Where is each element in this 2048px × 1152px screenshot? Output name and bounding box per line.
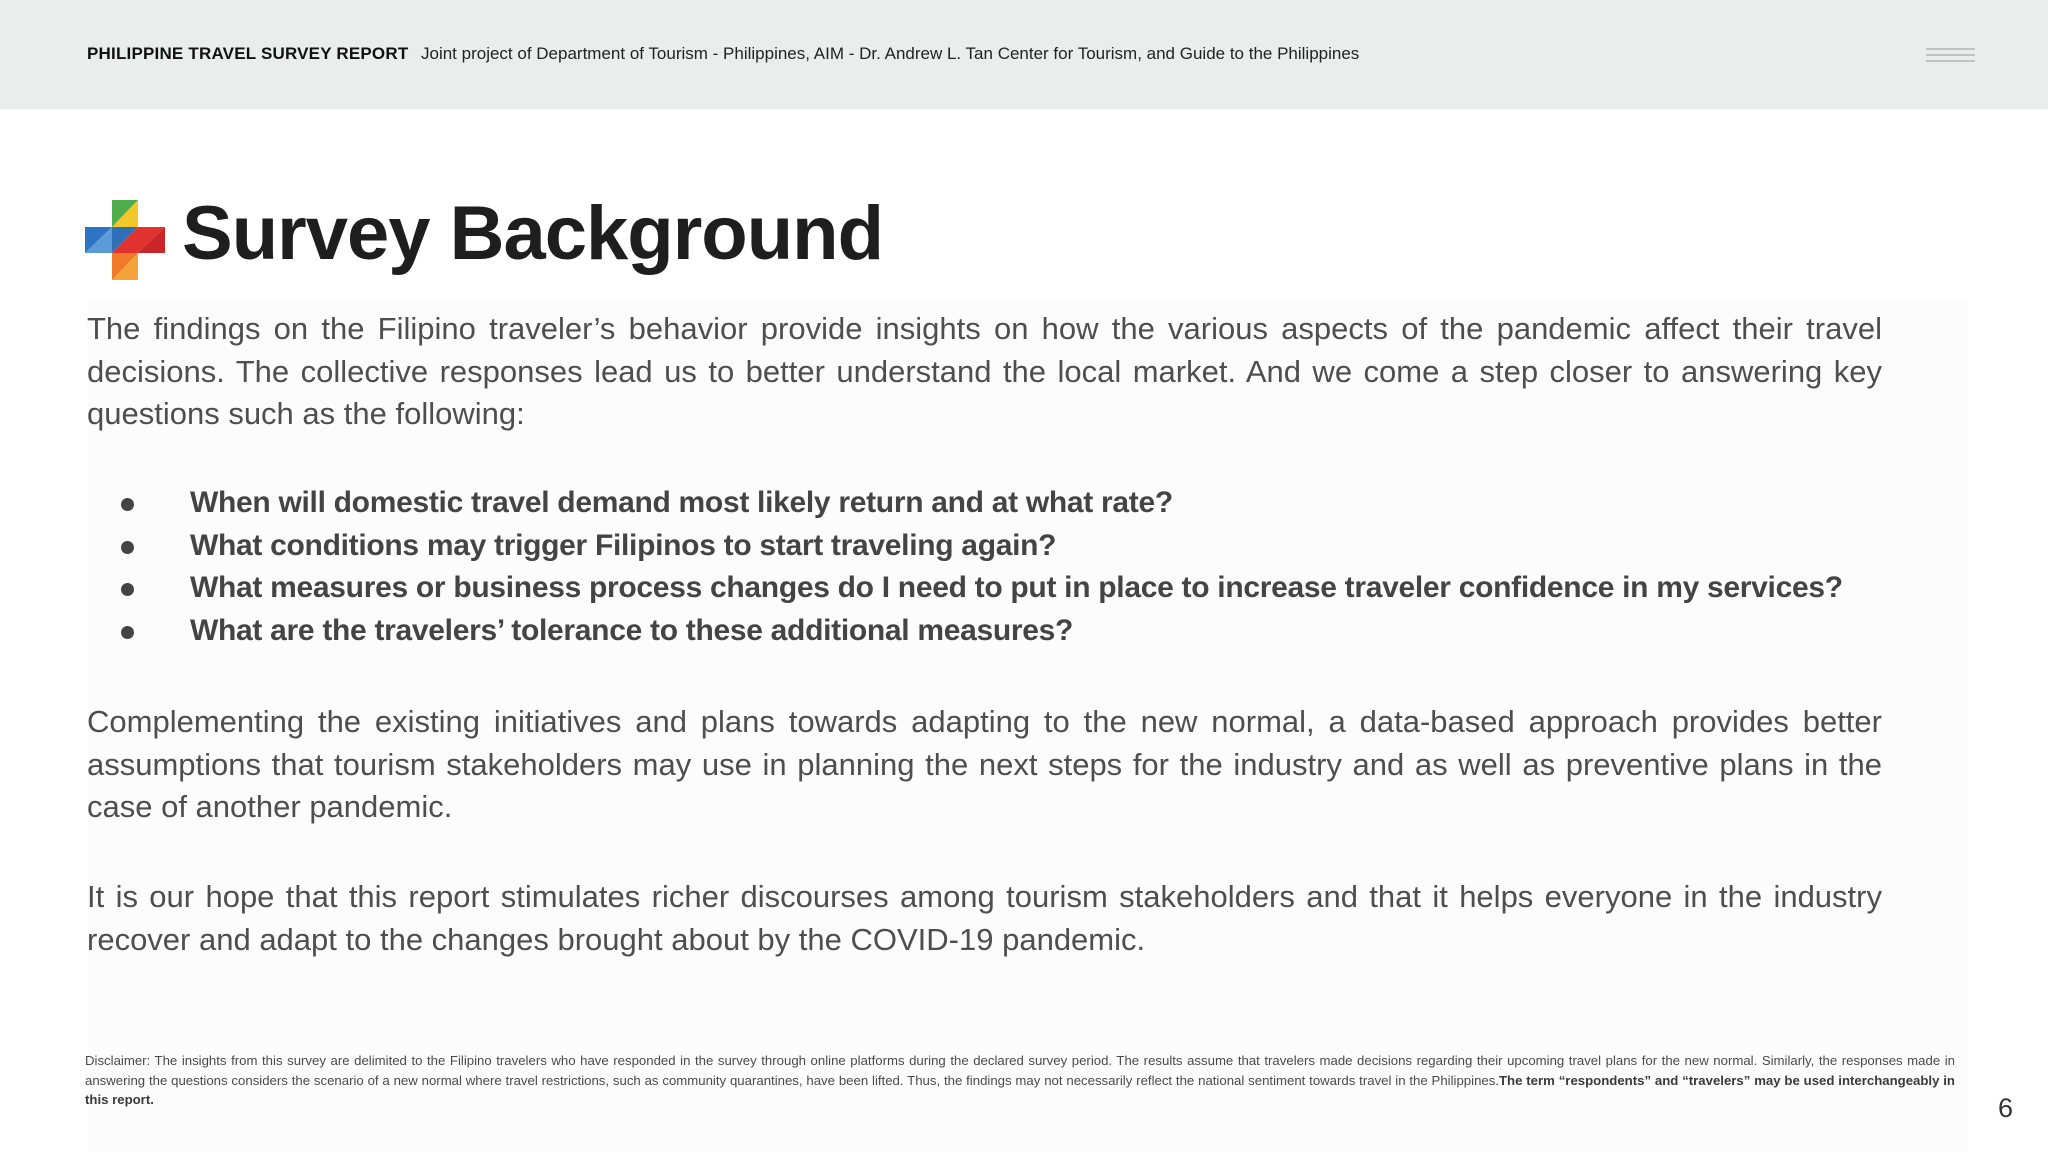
disclaimer (85, 1051, 1955, 1110)
question-text: What are the travelers’ tolerance to these additional measures? (190, 614, 1074, 648)
key-questions-list (87, 482, 1967, 653)
page-number: 6 (1998, 1093, 2014, 1123)
hamburger-menu-icon[interactable] (1926, 48, 1975, 64)
list-item (87, 482, 1967, 525)
bullet-icon (121, 583, 134, 596)
header-bar (0, 0, 2048, 109)
intro-paragraph: The findings on the Filipino traveler’s behavior provide insights on how the various aspects of the pandemic affect their travel decisions. The collective responses lead us to better understand the local market. And we come a step closer to answering key questions such as the following: (87, 311, 1882, 431)
bullet-icon (121, 626, 134, 639)
bullet-icon (121, 541, 134, 554)
bullet-icon (121, 498, 134, 511)
question-text: What measures or business process changes do I need to put in place to increase traveler confidence in my services? (190, 571, 1843, 605)
hope-paragraph: It is our hope that this report stimulates richer discourses among tourism stakeholders and that it helps everyone in the industry recover and adapt to the changes brought about by the COVID-19 pandemic. (87, 879, 1882, 957)
approach-paragraph: Complementing the existing initiatives and plans towards adapting to the new normal, a data-based approach provides better assumptions that tourism stakeholders may use in planning the next steps for the industry and as well as preventive plans in the case of another pandemic. (87, 704, 1882, 824)
list-item (87, 567, 1967, 610)
disclaimer-text: Disclaimer: The insights from this survey are delimited to the Filipino travelers who have responded in the survey through online platforms during the declared survey period. The results assume that travelers made decisions regarding their upcoming travel plans for the new normal. Similarly, the responses made in answering the questions considers the scenario of a new normal where travel restrictions, such as community quarantines, have been lifted. Thus, the findings may not necessarily reflect the national sentiment towards travel in the Philippines. (85, 1053, 1955, 1088)
multicolor-cross-logo-icon (85, 200, 165, 280)
list-item (87, 610, 1967, 653)
question-text: What conditions may trigger Filipinos to start traveling again? (190, 528, 1057, 562)
list-item (87, 525, 1967, 568)
report-subtitle: Joint project of Department of Tourism - Philippines, AIM - Dr. Andrew L. Tan Center for Tourism, and Guide to the Philippines (421, 44, 1360, 63)
page-title: Survey Background (182, 191, 883, 276)
question-text: When will domestic travel demand most likely return and at what rate? (190, 486, 1173, 519)
report-title: PHILIPPINE TRAVEL SURVEY REPORT (87, 44, 409, 63)
disclaimer-bold-text: The term “respondents” and “travelers” may be used interchangeably in this report. (85, 1072, 1955, 1107)
